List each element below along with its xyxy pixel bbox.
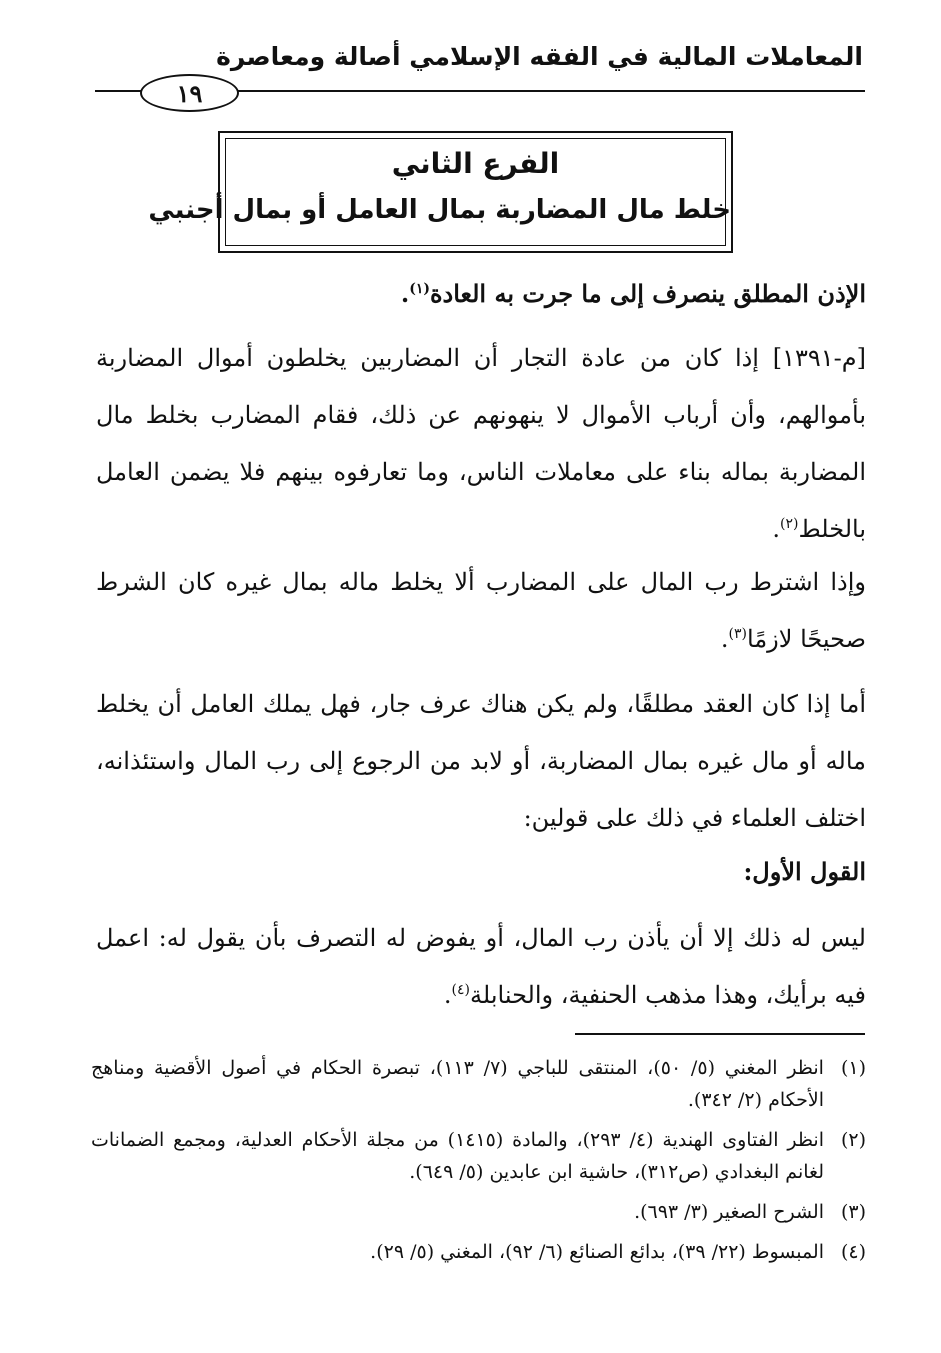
footnote-number: (٢) <box>840 1129 866 1151</box>
footnote-number: (٤) <box>840 1241 866 1263</box>
paragraph-rule <box>96 265 866 322</box>
paragraph-condition <box>96 554 866 668</box>
footnote <box>91 1052 866 1116</box>
footnote-ref: (١) <box>409 281 430 297</box>
section-subtitle: خلط مال المضاربة بمال العامل أو بمال أجنبي <box>148 195 731 225</box>
footnote-number: (١) <box>840 1057 866 1079</box>
footnote <box>91 1124 866 1188</box>
footnote <box>91 1196 866 1228</box>
footnote-text: انظر المغني (٥/ ٥٠)، المنتقى للباجي (٧/ ١١٣)، تبصرة الحكام في أصول الأقضية ومناهج الأحكام (٢/ ٣٤٢). <box>91 1057 824 1111</box>
paragraph-disagreement <box>96 676 866 847</box>
paragraph-mixing-custom <box>96 330 866 558</box>
paragraph-text: ليس له ذلك إلا أن يأذن رب المال، أو يفوض له التصرف بأن يقول له: اعمل فيه برأيك، وهذا مذهب الحنفية، والحنابلة <box>96 924 866 1009</box>
running-header-title: المعاملات المالية في الفقه الإسلامي أصالة ومعاصرة <box>216 42 863 71</box>
paragraph-text: أما إذا كان العقد مطلقًا، ولم يكن هناك عرف جار، فهل يملك العامل أن يخلط ماله أو مال غيره بمال المضاربة، أو لابد من الرجوع إلى رب المال واستئذانه، اختلف العلماء في ذلك على قولين: <box>96 690 866 832</box>
footnote <box>91 1236 866 1268</box>
paragraph-text: [م-١٣٩١] إذا كان من عادة التجار أن المضاربين يخلطون أموال المضاربة بأموالهم، وأن أرباب الأموال لا ينهونهم عن ذلك، فقام المضارب بخلط مال المضاربة بماله بناء على معاملات الناس، وما تعارفوه بينهم فلا يضمن العامل بالخلط <box>96 344 866 543</box>
page-number: ١٩ <box>140 74 239 112</box>
footnote-text: الشرح الصغير (٣/ ٦٩٣). <box>634 1201 824 1223</box>
subheading-first-opinion: القول الأول: <box>743 857 866 886</box>
section-title: الفرع الثاني <box>391 147 560 180</box>
paragraph-first-opinion <box>96 910 866 1024</box>
footnote-text: المبسوط (٢٢/ ٣٩)، بدائع الصنائع (٦/ ٩٢)، المغني (٥/ ٢٩). <box>370 1241 824 1263</box>
footnote-ref: (٣) <box>728 626 747 642</box>
section-title-frame <box>148 131 733 253</box>
footnote-ref: (٤) <box>451 982 471 998</box>
paragraph-end: . <box>400 279 410 308</box>
paragraph-end: . <box>720 625 729 653</box>
paragraph-end: . <box>443 981 452 1009</box>
paragraph-text: الإذن المطلق ينصرف إلى ما جرت به العادة <box>429 279 866 308</box>
footnotes-list <box>91 1052 866 1276</box>
footnote-text: انظر الفتاوى الهندية (٤/ ٢٩٣)، والمادة (١٤١٥) من مجلة الأحكام العدلية، ومجمع الضمانات لغانم البغدادي (ص٣١٢)، حاشية ابن عابدين (٥/ ٦٤٩). <box>91 1129 824 1183</box>
paragraph-text: وإذا اشترط رب المال على المضارب ألا يخلط ماله بمال غيره كان الشرط صحيحًا لازمًا <box>96 568 866 653</box>
paragraph-end: . <box>772 515 780 543</box>
footnote-ref: (٢) <box>780 516 799 532</box>
footnote-separator <box>575 1033 865 1035</box>
footnote-number: (٣) <box>840 1201 866 1223</box>
